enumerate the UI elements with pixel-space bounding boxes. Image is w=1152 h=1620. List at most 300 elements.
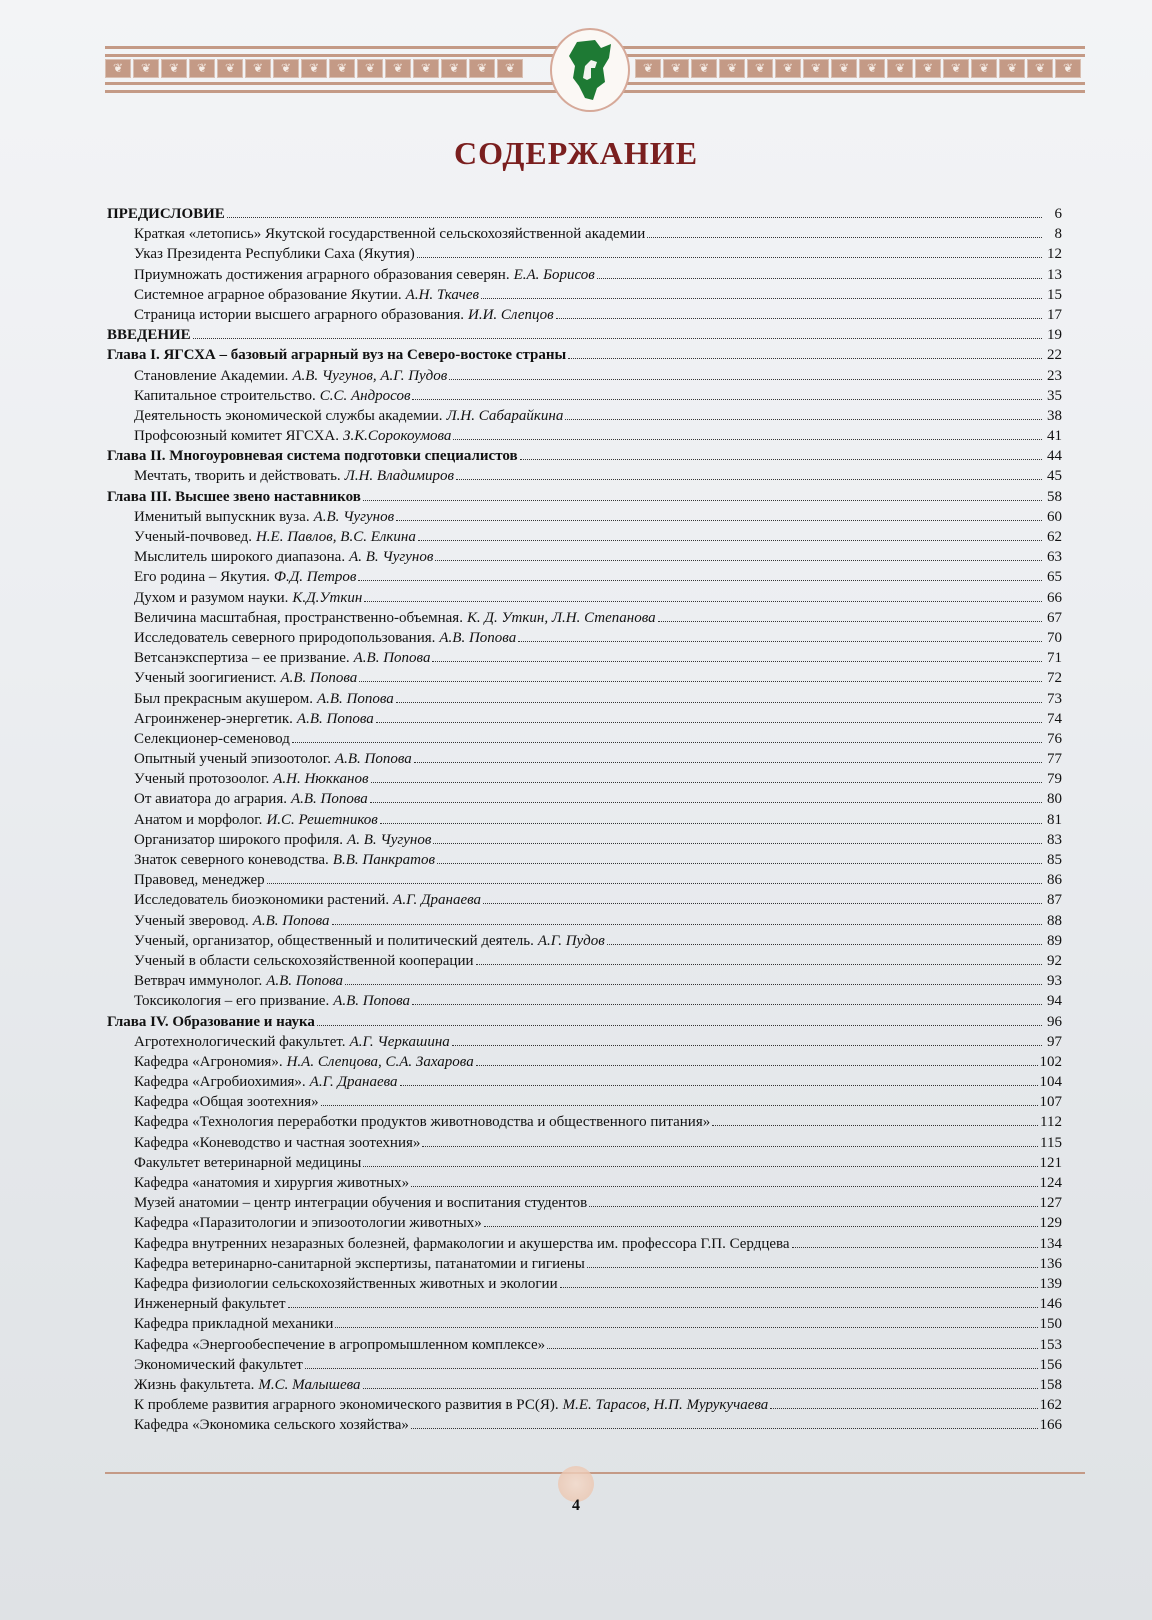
toc-entry[interactable] <box>107 406 1062 426</box>
ornament-leaf-icon: ❦ <box>635 59 661 78</box>
toc-entry-author: А.В. Попова <box>296 710 374 727</box>
toc-entry[interactable] <box>107 1375 1062 1395</box>
dot-leader <box>432 661 1042 662</box>
toc-entry-title: Величина масштабная, пространственно-объемная. <box>134 609 463 626</box>
toc-entry[interactable] <box>107 285 1062 305</box>
toc-entry-page: 73 <box>1047 690 1062 707</box>
toc-entry-page: 89 <box>1047 932 1062 949</box>
dot-leader <box>456 479 1042 480</box>
academy-emblem-icon <box>550 28 630 112</box>
dot-leader <box>658 621 1042 622</box>
toc-entry[interactable] <box>107 1274 1062 1294</box>
dot-leader <box>396 702 1042 703</box>
toc-entry-page: 41 <box>1047 428 1062 445</box>
toc-entry-title: Капитальное строительство. <box>134 387 316 404</box>
dot-leader <box>607 944 1042 945</box>
toc-entry-title: От авиатора до агрария. <box>134 791 287 808</box>
toc-entry-page: 92 <box>1047 952 1062 969</box>
toc-entry-page: 129 <box>1039 1215 1062 1232</box>
dot-leader <box>712 1125 1038 1126</box>
toc-entry-author: К.Д.Уткин <box>292 589 363 606</box>
toc-entry[interactable] <box>107 547 1062 567</box>
ornament-leaf-icon: ❦ <box>887 59 913 78</box>
dot-leader <box>452 1045 1042 1046</box>
toc-entry-title: Анатом и морфолог. <box>134 811 263 828</box>
toc-entry-page: 58 <box>1047 488 1062 505</box>
toc-entry-page: 6 <box>1054 206 1062 222</box>
toc-entry[interactable] <box>107 709 1062 729</box>
toc-entry-page: 94 <box>1047 993 1062 1010</box>
toc-entry[interactable] <box>107 1173 1062 1193</box>
toc-entry-page: 19 <box>1047 327 1062 344</box>
toc-entry-title: Глава II. Многоуровневая система подготовки специалистов <box>107 448 518 465</box>
toc-entry-title: Ученый, организатор, общественный и политический деятель. <box>134 932 534 949</box>
ornament-leaf-icon: ❦ <box>245 59 271 78</box>
dot-leader <box>363 1166 1037 1167</box>
toc-entry[interactable] <box>107 588 1062 608</box>
toc-entry-title: ВВЕДЕНИЕ <box>107 327 191 344</box>
dot-leader <box>437 863 1042 864</box>
toc-entry[interactable] <box>107 749 1062 769</box>
toc-entry-page: 88 <box>1047 912 1062 929</box>
dot-leader <box>359 681 1042 682</box>
toc-entry-author: А.Г. Дранаева <box>309 1074 398 1091</box>
dot-leader <box>565 419 1042 420</box>
toc-entry-page: 17 <box>1047 306 1062 323</box>
toc-entry-author: А.В. Чугунов <box>313 508 395 525</box>
dot-leader <box>647 237 1042 238</box>
toc-entry-title: Кафедра «Паразитологии и эпизоотологии животных» <box>134 1215 482 1232</box>
ornament-leaf-icon: ❦ <box>775 59 801 78</box>
toc-entry-title: Ученый зверовод. <box>134 912 249 929</box>
toc-entry-title: Профсоюзный комитет ЯГСХА. <box>134 428 340 445</box>
toc-entry[interactable] <box>107 628 1062 648</box>
toc-entry-author: Л.Н. Сабарайкина <box>446 407 564 424</box>
toc-entry-page: 44 <box>1047 448 1062 465</box>
toc-entry-page: 102 <box>1039 1053 1062 1070</box>
toc-entry-author: А.В. Попова <box>290 791 368 808</box>
toc-entry[interactable] <box>107 1092 1062 1112</box>
toc-entry-title: Инженерный факультет <box>134 1296 286 1313</box>
toc-entry[interactable] <box>107 668 1062 688</box>
toc-entry-author: Е.А. Борисов <box>513 266 595 283</box>
toc-entry-title: Ветсанэкспертиза – ее призвание. <box>134 650 350 667</box>
dot-leader <box>412 1004 1042 1005</box>
toc-entry-title: Кафедра «Агробиохимия». <box>134 1074 306 1091</box>
toc-entry-page: 112 <box>1040 1114 1062 1131</box>
toc-entry-page: 79 <box>1047 771 1062 788</box>
toc-entry-page: 150 <box>1039 1316 1062 1333</box>
toc-entry-title: Глава IV. Образование и наука <box>107 1013 315 1030</box>
toc-entry-author: А.В. Попова <box>334 751 412 768</box>
ornament-band-right <box>635 59 1085 80</box>
toc-chapter[interactable] <box>107 325 1062 345</box>
toc-entry[interactable] <box>107 648 1062 668</box>
toc-entry-author: З.К.Сорокоумова <box>343 428 452 445</box>
dot-leader <box>770 1408 1037 1409</box>
toc-entry-page: 45 <box>1047 468 1062 485</box>
dot-leader <box>597 278 1042 279</box>
dot-leader <box>193 338 1042 339</box>
toc-entry-title: Организатор широкого профиля. <box>134 831 344 848</box>
toc-entry-title: Факультет ветеринарной медицины <box>134 1154 362 1171</box>
toc-entry-title: Приумножать достижения аграрного образования северян. <box>134 266 510 283</box>
toc-entry[interactable] <box>107 789 1062 809</box>
ornament-leaf-icon: ❦ <box>691 59 717 78</box>
toc-entry[interactable] <box>107 1415 1062 1435</box>
toc-entry-page: 76 <box>1047 730 1062 747</box>
toc-entry[interactable] <box>107 1314 1062 1334</box>
toc-entry[interactable] <box>107 850 1062 870</box>
dot-leader <box>476 964 1043 965</box>
toc-entry[interactable] <box>107 689 1062 709</box>
toc-entry[interactable] <box>107 1254 1062 1274</box>
ornament-leaf-icon: ❦ <box>329 59 355 78</box>
toc-entry-author: М.С. Малышева <box>258 1376 361 1393</box>
toc-entry[interactable] <box>107 1355 1062 1375</box>
ornament-leaf-icon: ❦ <box>803 59 829 78</box>
toc-entry-page: 67 <box>1047 609 1062 626</box>
toc-entry-author: А.Г. Дранаева <box>393 892 482 909</box>
toc-entry-author: А.В. Попова <box>439 629 517 646</box>
toc-entry-page: 83 <box>1047 831 1062 848</box>
toc-entry-page: 77 <box>1047 751 1062 768</box>
dot-leader <box>435 560 1042 561</box>
toc-entry[interactable] <box>107 386 1062 406</box>
toc-entry-page: 13 <box>1047 266 1062 283</box>
toc-entry-title: ПРЕДИСЛОВИЕ <box>107 206 225 222</box>
toc-entry-author: А.В. Попова <box>252 912 330 929</box>
toc-entry-author: И.С. Решетников <box>266 811 378 828</box>
dot-leader <box>363 500 1042 501</box>
toc-entry-page: 158 <box>1039 1376 1062 1393</box>
toc-entry-title: Его родина – Якутия. <box>134 569 270 586</box>
toc-entry-author: А.Г. Пудов <box>537 932 605 949</box>
toc-entry-author: Л.Н. Владимиров <box>344 468 454 485</box>
toc-entry-title: Агротехнологический факультет. <box>134 1033 346 1050</box>
dot-leader <box>376 722 1042 723</box>
toc-entry-title: Мыслитель широкого диапазона. <box>134 549 346 566</box>
toc-entry[interactable] <box>107 1193 1062 1213</box>
dot-leader <box>335 1327 1037 1328</box>
toc-entry-title: К проблеме развития аграрного экономического развития в РС(Я). <box>134 1397 559 1414</box>
toc-entry-title: Кафедра физиологии сельскохозяйственных животных и экологии <box>134 1275 558 1292</box>
toc-entry-page: 66 <box>1047 589 1062 606</box>
toc-entry-title: Кафедра «Коневодство и частная зоотехния» <box>134 1134 421 1151</box>
toc-entry[interactable] <box>107 426 1062 446</box>
dot-leader <box>560 1287 1038 1288</box>
toc-entry-author: Н.А. Слепцова, С.А. Захарова <box>286 1053 474 1070</box>
toc-entry[interactable] <box>107 244 1062 264</box>
dot-leader <box>484 1226 1038 1227</box>
dot-leader <box>568 358 1042 359</box>
toc-entry-title: Ученый протозоолог. <box>134 771 270 788</box>
toc-entry-title: Кафедра внутренних незаразных болезней, фармакологии и акушерства им. профессора Г.П. Сердцева <box>134 1235 790 1252</box>
toc-entry[interactable] <box>107 769 1062 789</box>
ornament-leaf-icon: ❦ <box>469 59 495 78</box>
toc-entry-title: Агроинженер-энергетик. <box>134 710 293 727</box>
dot-leader <box>317 1025 1042 1026</box>
toc-entry[interactable] <box>107 1294 1062 1314</box>
toc-entry-title: Деятельность экономической службы академии. <box>134 407 443 424</box>
toc-chapter[interactable] <box>107 1012 1062 1032</box>
toc-entry-title: Селекционер-семеновод <box>134 730 290 747</box>
dot-leader <box>292 742 1042 743</box>
toc-entry[interactable] <box>107 830 1062 850</box>
toc-entry[interactable] <box>107 507 1062 527</box>
dot-leader <box>363 1388 1038 1389</box>
toc-entry-page: 121 <box>1039 1154 1062 1171</box>
toc-entry-author: А.Г. Черкашина <box>349 1033 450 1050</box>
toc-entry[interactable] <box>107 1052 1062 1072</box>
toc-entry-page: 65 <box>1047 569 1062 586</box>
dot-leader <box>288 1307 1038 1308</box>
toc-entry-page: 35 <box>1047 387 1062 404</box>
toc-entry[interactable] <box>107 366 1062 386</box>
toc-entry-page: 81 <box>1047 811 1062 828</box>
dot-leader <box>449 379 1042 380</box>
toc-entry-title: Знаток северного коневодства. <box>134 852 329 868</box>
toc-entry-page: 85 <box>1047 852 1062 868</box>
ornament-leaf-icon: ❦ <box>859 59 885 78</box>
footer-divider <box>105 1472 1085 1474</box>
toc-entry[interactable] <box>107 527 1062 547</box>
dot-leader <box>411 1428 1038 1429</box>
toc-entry[interactable] <box>107 1153 1062 1173</box>
toc-entry-page: 166 <box>1039 1417 1062 1434</box>
toc-entry-author: А. В. Чугунов <box>349 549 434 566</box>
toc-entry[interactable] <box>107 466 1062 486</box>
dot-leader <box>414 762 1042 763</box>
ornament-leaf-icon: ❦ <box>747 59 773 78</box>
toc-entry-page: 72 <box>1047 670 1062 687</box>
toc-entry-title: Становление Академии. <box>134 367 289 384</box>
toc-entry-page: 12 <box>1047 246 1062 263</box>
toc-entry-page: 80 <box>1047 791 1062 808</box>
toc-entry-page: 127 <box>1039 1195 1062 1212</box>
toc-entry[interactable] <box>107 991 1062 1011</box>
toc-entry[interactable] <box>107 608 1062 628</box>
toc-entry-title: Именитый выпускник вуза. <box>134 508 310 525</box>
toc-entry[interactable] <box>107 305 1062 325</box>
toc-entry-title: Кафедра «Технология переработки продуктов животноводства и общественного питания» <box>134 1114 711 1131</box>
dot-leader <box>422 1146 1038 1147</box>
toc-entry-page: 124 <box>1039 1175 1062 1191</box>
toc-entry-title: Указ Президента Республики Саха (Якутия) <box>134 246 415 263</box>
toc-entry-author: Н.Е. Павлов, В.С. Елкина <box>255 529 416 545</box>
dot-leader <box>332 924 1042 925</box>
toc-entry[interactable] <box>107 224 1062 244</box>
toc-entry-title: Ветврач иммунолог. <box>134 973 263 990</box>
toc-entry-title: Глава III. Высшее звено наставников <box>107 488 361 505</box>
toc-entry[interactable] <box>107 1395 1062 1415</box>
toc-entry-page: 74 <box>1047 710 1062 727</box>
page-number: 4 <box>572 1497 580 1514</box>
toc-entry-author: С.С. Андросов <box>319 387 411 404</box>
toc-entry-author: А.В. Чугунов, А.Г. Пудов <box>292 367 448 384</box>
toc-entry-title: Кафедра «Общая зоотехния» <box>134 1094 319 1111</box>
toc-entry[interactable] <box>107 931 1062 951</box>
ornament-leaf-icon: ❦ <box>413 59 439 78</box>
toc-entry-title: Опытный ученый эпизоотолог. <box>134 751 331 768</box>
toc-entry-author: А.В. Попова <box>266 973 344 990</box>
toc-entry-title: Духом и разумом науки. <box>134 589 289 606</box>
toc-entry[interactable] <box>107 1133 1062 1153</box>
toc-entry-page: 104 <box>1039 1074 1062 1091</box>
toc-entry-title: Кафедра ветеринарно-санитарной экспертизы, патанатомии и гигиены <box>134 1255 585 1272</box>
toc-entry-title: Кафедра «Энергообеспечение в агропромышленном комплексе» <box>134 1336 546 1353</box>
toc-entry-title: Кафедра «Экономика сельского хозяйства» <box>134 1417 409 1434</box>
toc-entry-title: Страница истории высшего аграрного образования. <box>134 306 464 323</box>
toc-entry[interactable] <box>107 1234 1062 1254</box>
toc-entry[interactable] <box>107 265 1062 285</box>
toc-entry[interactable] <box>107 1032 1062 1052</box>
toc-entry-author: А. В. Чугунов <box>347 831 432 848</box>
dot-leader <box>412 399 1042 400</box>
toc-entry-title: Глава I. ЯГСХА – базовый аграрный вуз на Северо-востоке страны <box>107 347 567 364</box>
dot-leader <box>481 298 1042 299</box>
dot-leader <box>520 459 1042 460</box>
toc-entry[interactable] <box>107 890 1062 910</box>
ornament-leaf-icon: ❦ <box>915 59 941 78</box>
dot-leader <box>518 641 1042 642</box>
toc-entry-title: Жизнь факультета. <box>134 1376 255 1393</box>
toc-entry-title: Токсикология – его призвание. <box>134 993 330 1010</box>
toc-entry-page: 107 <box>1039 1094 1062 1111</box>
page-title: СОДЕРЖАНИЕ <box>453 135 699 171</box>
ornament-leaf-icon: ❦ <box>273 59 299 78</box>
toc-entry-author: А.Н. Нюкканов <box>273 771 369 788</box>
toc-entry-title: Системное аграрное образование Якутии. <box>134 286 402 303</box>
toc-entry-author: К. Д. Уткин, Л.Н. Степанова <box>466 609 656 626</box>
dot-leader <box>321 1105 1038 1106</box>
toc-entry-author: А.В. Попова <box>333 993 411 1010</box>
toc-entry[interactable] <box>107 870 1062 890</box>
toc-entry[interactable] <box>107 567 1062 587</box>
toc-entry-title: Краткая «летопись» Якутской государственной сельскохозяйственной академии <box>134 226 646 243</box>
ornament-leaf-icon: ❦ <box>301 59 327 78</box>
toc-entry-title: Музей анатомии – центр интеграции обучения и воспитания студентов <box>134 1195 588 1212</box>
dot-leader <box>433 843 1042 844</box>
toc-entry-page: 63 <box>1047 549 1062 566</box>
toc-entry-page: 96 <box>1047 1013 1062 1030</box>
toc-entry-title: Правовед, менеджер <box>134 872 265 889</box>
toc-entry-author: А.В. Попова <box>280 670 358 687</box>
toc-entry-page: 93 <box>1047 973 1062 990</box>
dot-leader <box>358 580 1042 581</box>
toc-entry-page: 87 <box>1047 892 1062 909</box>
ornament-leaf-icon: ❦ <box>441 59 467 78</box>
toc-entry-page: 153 <box>1039 1336 1062 1353</box>
ornament-leaf-icon: ❦ <box>1055 59 1081 78</box>
toc-entry-title: Кафедра «анатомия и хирургия животных» <box>134 1175 410 1191</box>
ornament-leaf-icon: ❦ <box>161 59 187 78</box>
ornament-leaf-icon: ❦ <box>999 59 1025 78</box>
ornament-leaf-icon: ❦ <box>1027 59 1053 78</box>
toc-entry[interactable] <box>107 1072 1062 1092</box>
toc-entry[interactable] <box>107 971 1062 991</box>
dot-leader <box>370 802 1042 803</box>
toc-entry-author: А.В. Попова <box>353 650 431 667</box>
toc-entry-page: 115 <box>1040 1134 1062 1151</box>
toc-entry[interactable] <box>107 1213 1062 1233</box>
ornament-leaf-icon: ❦ <box>357 59 383 78</box>
toc-chapter[interactable] <box>107 446 1062 466</box>
toc-entry-author: А.Н. Ткачев <box>405 286 479 303</box>
ornament-leaf-icon: ❦ <box>943 59 969 78</box>
dot-leader <box>556 318 1042 319</box>
dot-leader <box>305 1368 1038 1369</box>
dot-leader <box>476 1065 1038 1066</box>
ornament-leaf-icon: ❦ <box>971 59 997 78</box>
toc-entry-page: 70 <box>1047 629 1062 646</box>
dot-leader <box>453 439 1042 440</box>
toc-entry-title: Кафедра прикладной механики <box>134 1316 334 1333</box>
toc-entry-page: 146 <box>1039 1296 1062 1313</box>
toc-entry-page: 156 <box>1039 1356 1062 1373</box>
dot-leader <box>396 520 1042 521</box>
ornament-leaf-icon: ❦ <box>719 59 745 78</box>
toc-chapter[interactable] <box>107 204 1062 224</box>
toc-entry[interactable] <box>107 729 1062 749</box>
toc-entry[interactable] <box>107 911 1062 931</box>
toc-entry-page: 23 <box>1047 367 1062 384</box>
ornament-band-left <box>105 59 545 80</box>
table-of-contents <box>107 204 1062 1435</box>
dot-leader <box>589 1206 1037 1207</box>
toc-entry-author: В.В. Панкратов <box>332 852 436 868</box>
toc-entry-title: Был прекрасным акушером. <box>134 690 313 707</box>
ornament-leaf-icon: ❦ <box>385 59 411 78</box>
dot-leader <box>418 540 1042 541</box>
dot-leader <box>400 1085 1038 1086</box>
toc-entry-page: 136 <box>1039 1255 1062 1272</box>
toc-entry-title: Ученый-почвовед. <box>134 529 252 545</box>
dot-leader <box>364 601 1042 602</box>
toc-entry-title: Исследователь биоэкономики растений. <box>134 892 390 909</box>
toc-entry-title: Кафедра «Агрономия». <box>134 1053 283 1070</box>
ornament-leaf-icon: ❦ <box>217 59 243 78</box>
dot-leader <box>483 903 1042 904</box>
toc-entry[interactable] <box>107 951 1062 971</box>
ornament-leaf-icon: ❦ <box>663 59 689 78</box>
toc-entry-page: 139 <box>1039 1275 1062 1292</box>
toc-entry[interactable] <box>107 1112 1062 1132</box>
toc-entry-page: 134 <box>1039 1235 1062 1252</box>
ornament-leaf-icon: ❦ <box>189 59 215 78</box>
ornament-leaf-icon: ❦ <box>105 59 131 78</box>
toc-entry-title: Мечтать, творить и действовать. <box>134 468 341 485</box>
toc-entry-title: Ученый в области сельскохозяйственной кооперации <box>134 952 474 969</box>
toc-entry[interactable] <box>107 1335 1062 1355</box>
toc-entry[interactable] <box>107 810 1062 830</box>
toc-chapter[interactable] <box>107 345 1062 365</box>
ornament-leaf-icon: ❦ <box>831 59 857 78</box>
toc-chapter[interactable] <box>107 487 1062 507</box>
toc-entry-page: 86 <box>1047 872 1062 889</box>
ornament-leaf-icon: ❦ <box>133 59 159 78</box>
dot-leader <box>587 1267 1038 1268</box>
toc-entry-title: Ученый зоогигиенист. <box>134 670 277 687</box>
toc-entry-page: 15 <box>1047 286 1062 303</box>
dot-leader <box>345 984 1042 985</box>
dot-leader <box>411 1186 1037 1187</box>
toc-entry-page: 97 <box>1047 1033 1062 1050</box>
dot-leader <box>417 257 1042 258</box>
dot-leader <box>380 823 1042 824</box>
toc-entry-page: 162 <box>1039 1397 1062 1414</box>
dot-leader <box>371 782 1042 783</box>
